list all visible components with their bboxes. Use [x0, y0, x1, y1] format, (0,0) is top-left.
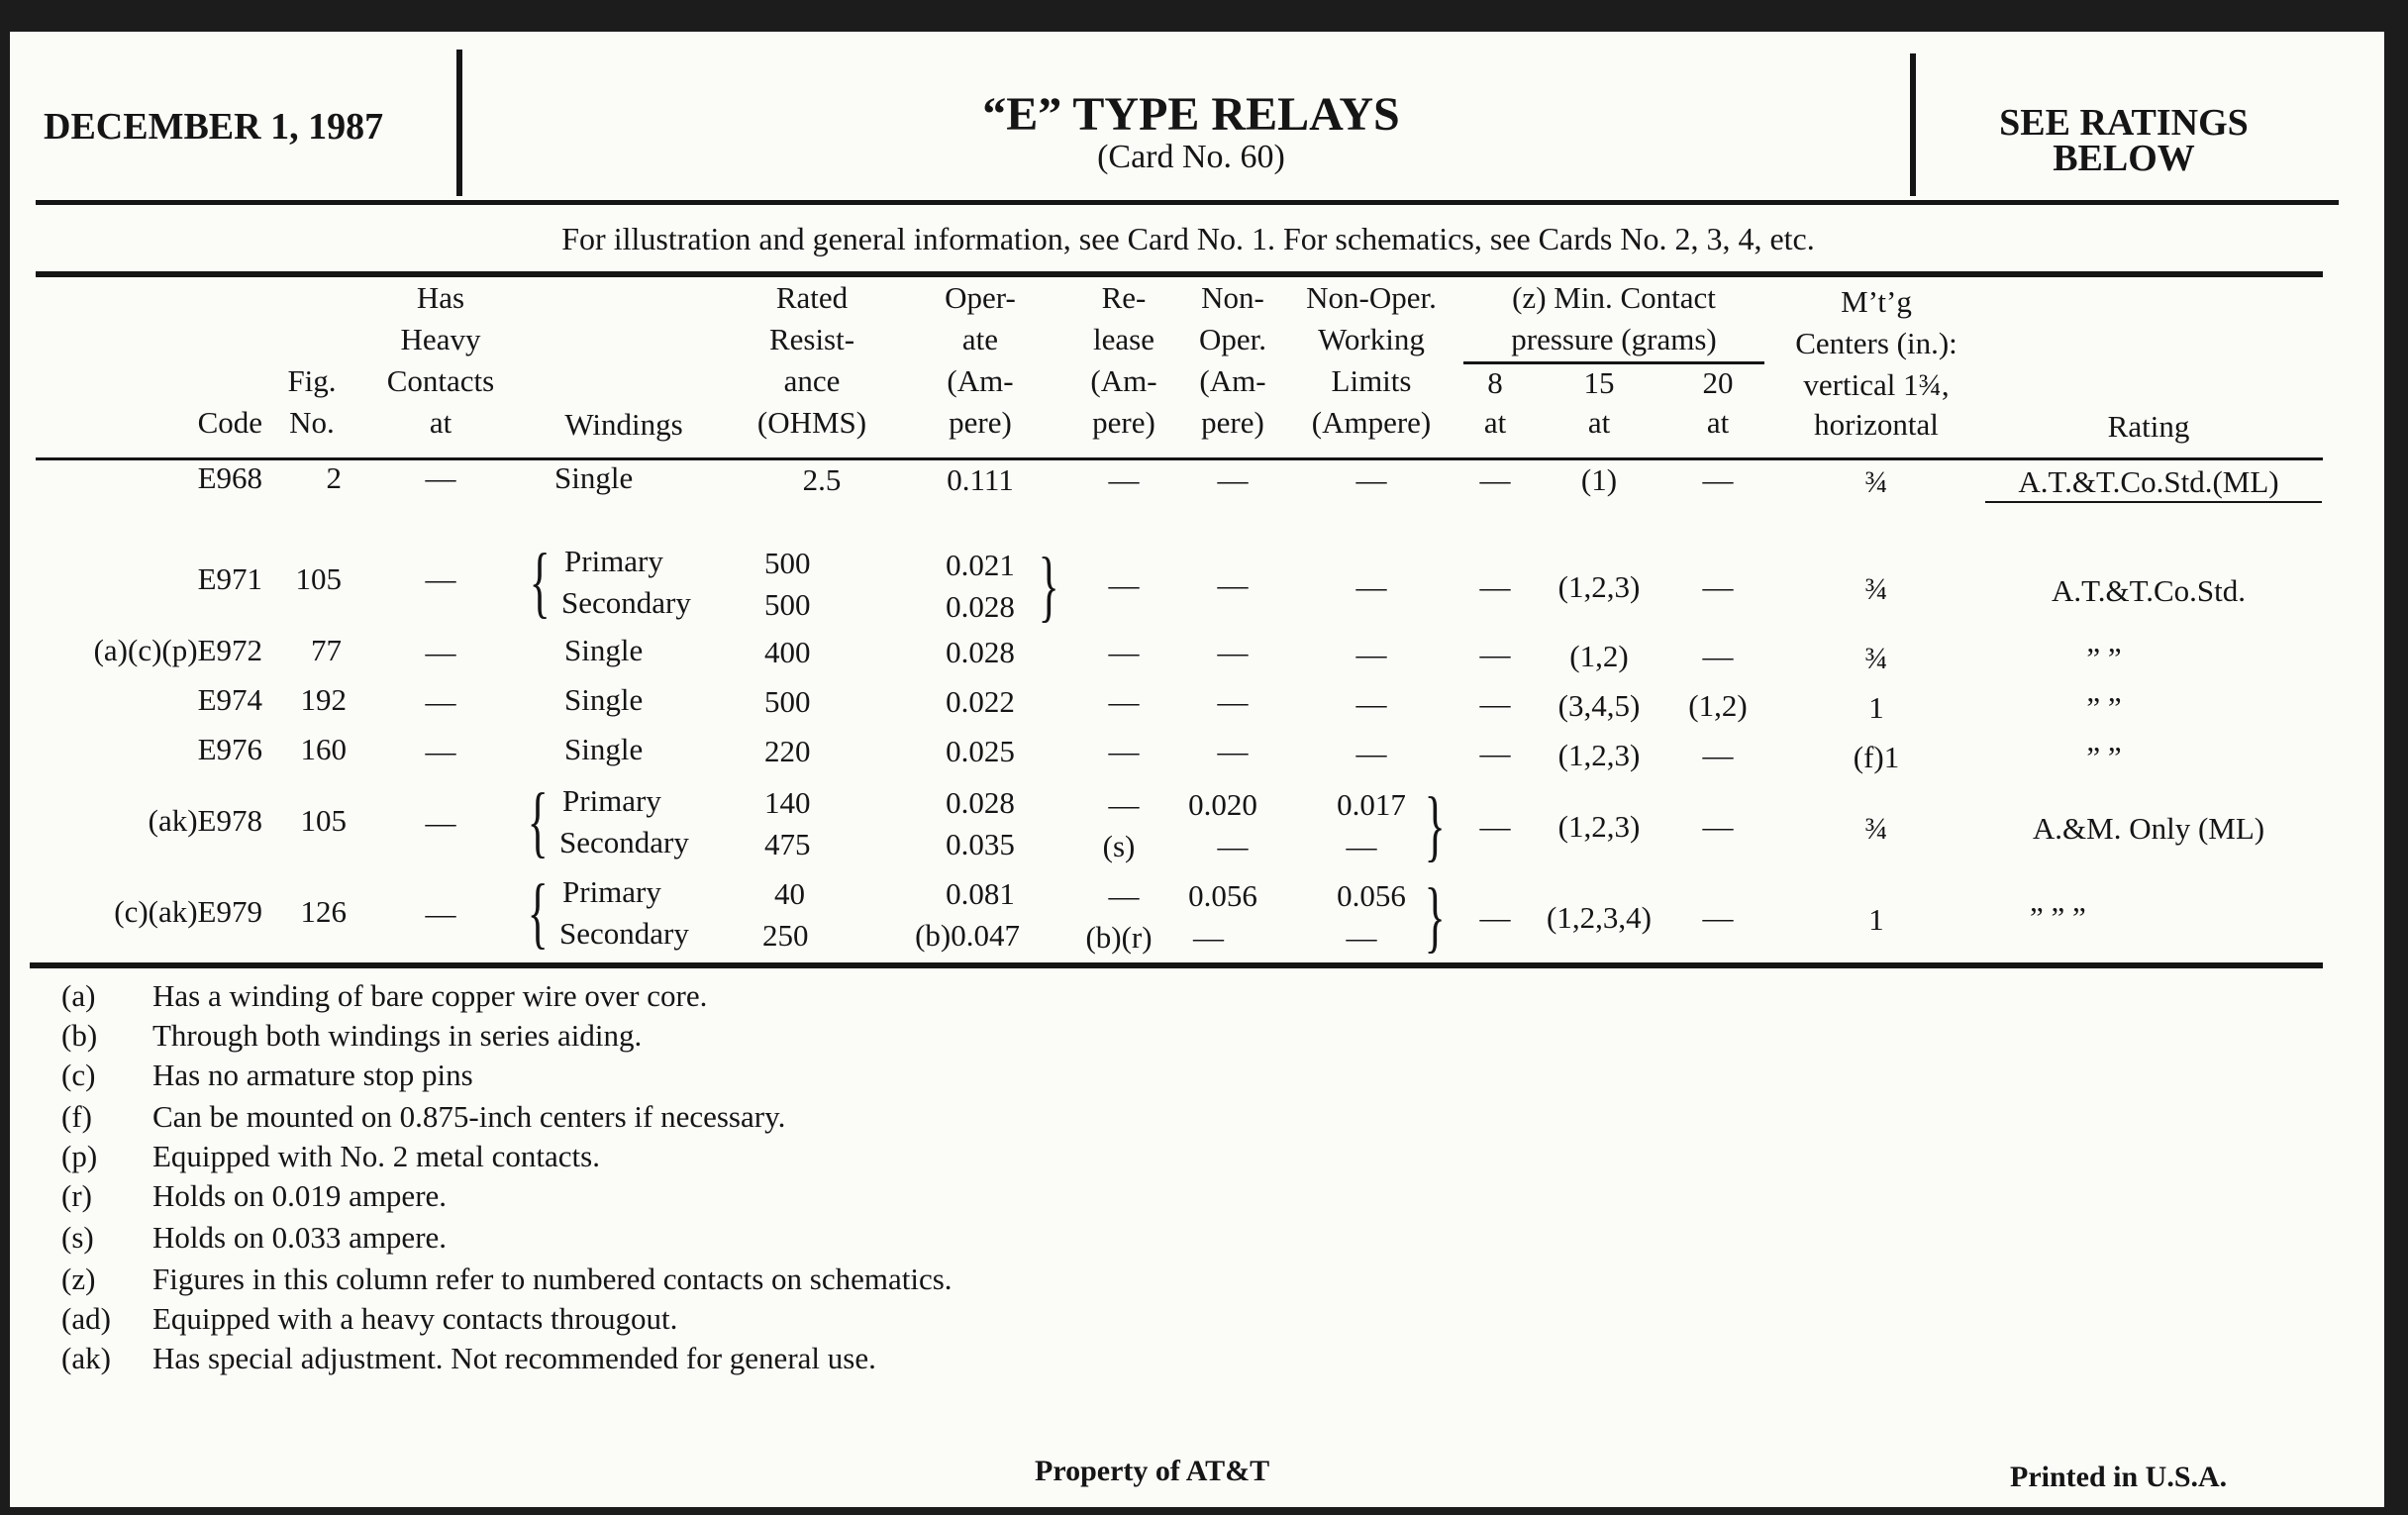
cell-c15: (1)	[1580, 462, 1618, 497]
cell-nonoper-primary: 0.056	[1188, 878, 1257, 913]
property-note: Property of AT&T	[1035, 1455, 1270, 1487]
col-heavy-2: Heavy	[400, 322, 481, 356]
cell-release: —	[1108, 462, 1140, 497]
winding-brace: {	[527, 869, 549, 957]
col-windings: Windings	[564, 407, 683, 442]
cell-c8: —	[1479, 900, 1511, 935]
cell-release-secondary: (b)(r)	[1085, 920, 1153, 955]
col-contact-group-1: (z) Min. Contact	[1512, 280, 1716, 315]
footnote-key: (ak)	[61, 1341, 111, 1375]
winding-brace: {	[527, 778, 549, 865]
cell-release: —	[1108, 684, 1140, 719]
info-line: For illustration and general information, see Card No. 1. For schematics, see Cards No. 2, 3, 4, etc.	[561, 221, 1815, 256]
cell-nonoper: —	[1217, 567, 1249, 602]
footnote-text: Figures in this column refer to numbered contacts on schematics.	[152, 1262, 953, 1296]
footnote	[61, 1339, 876, 1378]
cell-nonoper: —	[1217, 734, 1249, 768]
col-resist-4: (OHMS)	[756, 405, 867, 440]
footnote	[61, 1218, 447, 1258]
cell-rating: ” ”	[2086, 690, 2122, 725]
cell-working: —	[1355, 462, 1387, 497]
col-nonoper-1: Non-	[1201, 280, 1264, 315]
cell-resist: 400	[764, 635, 811, 669]
cell-c15: (1,2,3)	[1557, 809, 1641, 844]
col-c8-2: at	[1483, 405, 1507, 440]
col-nonoper-2: Oper.	[1198, 322, 1266, 356]
col-resist-2: Resist-	[768, 322, 855, 356]
cell-heavy: —	[425, 460, 456, 495]
working-brace: }	[1424, 782, 1446, 869]
cell-operate: 0.022	[946, 684, 1015, 719]
cell-operate-primary: 0.081	[946, 876, 1015, 911]
col-mtg-2: Centers (in.):	[1795, 326, 1957, 360]
cell-c20: —	[1702, 639, 1734, 673]
cell-code: E968	[197, 460, 262, 495]
cell-operate-secondary: (b)0.047	[915, 918, 1020, 953]
footnote-key: (f)	[61, 1099, 92, 1134]
col-c20-2: at	[1706, 405, 1730, 440]
footnote-key: (a)	[61, 978, 96, 1013]
cell-resist: 220	[764, 734, 811, 768]
col-release-2: lease	[1093, 322, 1154, 356]
cell-working: —	[1355, 569, 1387, 604]
col-working-1: Non-Oper.	[1306, 280, 1437, 315]
cell-release-primary: —	[1108, 878, 1140, 913]
cell-nonoper: —	[1217, 635, 1249, 669]
cell-working-primary: 0.056	[1337, 878, 1406, 913]
footnote	[61, 1097, 785, 1137]
col-operate-3: (Am-	[947, 363, 1014, 398]
cell-rating: A.T.&T.Co.Std.	[2051, 573, 2247, 608]
cell-nonoper-secondary: —	[1193, 920, 1224, 955]
cell-release-primary: —	[1108, 787, 1140, 822]
col-nonoper-4: pere)	[1201, 405, 1264, 440]
col-heavy-1: Has	[416, 280, 465, 315]
col-code: Code	[197, 405, 262, 440]
cell-working: —	[1355, 637, 1387, 671]
cell-c8: —	[1479, 637, 1511, 671]
cell-fig: 77	[311, 633, 342, 667]
cell-rating: A.T.&T.Co.Std.(ML)	[2018, 464, 2279, 499]
footnote-key: (c)	[61, 1058, 96, 1092]
col-operate-1: Oper-	[945, 280, 1016, 315]
cell-resist-secondary: 500	[764, 587, 811, 622]
cell-c20: —	[1702, 900, 1734, 935]
cell-c15: (1,2,3)	[1557, 738, 1641, 772]
col-c15-1: 15	[1583, 365, 1615, 400]
cell-rating: ” ”	[2086, 641, 2122, 675]
footnote-key: (r)	[61, 1178, 92, 1213]
card-title: “E” TYPE RELAYS	[982, 88, 1400, 141]
card-number: (Card No. 60)	[1097, 139, 1285, 175]
rating-rule	[1985, 501, 2322, 503]
cell-release: —	[1108, 635, 1140, 669]
footnote-key: (b)	[61, 1018, 98, 1053]
cell-fig: 2	[326, 460, 342, 495]
cell-resist-primary: 40	[774, 876, 805, 911]
cell-nonoper-primary: 0.020	[1188, 787, 1257, 822]
cell-heavy: —	[425, 684, 456, 719]
cell-c20: —	[1702, 569, 1734, 604]
footnote-text: Equipped with a heavy contacts througout.	[152, 1301, 678, 1336]
footnote	[61, 1260, 953, 1299]
cell-c20: (1,2)	[1688, 688, 1748, 723]
col-rating: Rating	[2107, 409, 2190, 444]
cell-resist-secondary: 250	[762, 918, 809, 953]
card-date: DECEMBER 1, 1987	[44, 106, 384, 148]
footnote	[61, 976, 707, 1016]
cell-mtg: 1	[1868, 690, 1884, 725]
footnote	[61, 1056, 473, 1095]
col-heavy-4: at	[429, 405, 452, 440]
ratings-note-1: SEE RATINGS	[1999, 102, 2249, 144]
cell-resist-primary: 140	[764, 785, 811, 820]
cell-heavy: —	[425, 805, 456, 840]
cell-operate-primary: 0.028	[946, 785, 1015, 820]
cell-c20: —	[1702, 462, 1734, 497]
cell-mtg: ¾	[1864, 571, 1888, 606]
cell-release: —	[1108, 567, 1140, 602]
cell-code: (a)(c)(p)E972	[93, 633, 262, 667]
cell-fig: 192	[300, 682, 347, 717]
cell-c8: —	[1479, 736, 1511, 770]
col-mtg-1: M’t’g	[1841, 284, 1912, 319]
col-c20-1: 20	[1702, 365, 1734, 400]
cell-operate: 0.028	[946, 635, 1015, 669]
footnote-text: Has no armature stop pins	[152, 1058, 473, 1092]
col-working-3: Limits	[1331, 363, 1412, 398]
cell-heavy: —	[425, 896, 456, 931]
cell-c15: (1,2,3,4)	[1547, 900, 1652, 935]
footnote-key: (z)	[61, 1262, 96, 1296]
operate-brace: }	[1038, 543, 1059, 630]
cell-mtg: ¾	[1864, 811, 1888, 846]
col-release-1: Re-	[1101, 280, 1147, 315]
cell-winding-secondary: Secondary	[559, 916, 689, 951]
cell-working-secondary: —	[1346, 920, 1377, 955]
cell-winding: Single	[564, 732, 644, 766]
cell-operate-secondary: 0.035	[946, 827, 1015, 861]
cell-operate: 0.025	[946, 734, 1015, 768]
footnote-text: Equipped with No. 2 metal contacts.	[152, 1139, 600, 1173]
cell-working-secondary: —	[1346, 829, 1377, 863]
cell-code: E974	[197, 682, 262, 717]
cell-c15: (3,4,5)	[1557, 688, 1641, 723]
footnote-text: Holds on 0.019 ampere.	[152, 1178, 448, 1213]
cell-code: (c)(ak)E979	[114, 894, 262, 929]
col-fig-2: No.	[289, 405, 335, 440]
cell-working: —	[1355, 736, 1387, 770]
cell-rating: ” ”	[2086, 740, 2122, 774]
footnote	[61, 1137, 600, 1176]
cell-heavy: —	[425, 734, 456, 768]
cell-winding: Single	[564, 682, 644, 717]
cell-release-secondary: (s)	[1102, 829, 1136, 863]
cell-operate-secondary: 0.028	[946, 589, 1015, 624]
footnote-text: Has a winding of bare copper wire over core.	[152, 978, 708, 1013]
cell-operate-primary: 0.021	[946, 548, 1015, 582]
cell-code: (ak)E978	[148, 803, 262, 838]
cell-resist: 500	[764, 684, 811, 719]
cell-nonoper-secondary: —	[1217, 829, 1249, 863]
footnote-text: Holds on 0.033 ampere.	[152, 1220, 448, 1255]
cell-mtg: 1	[1868, 902, 1884, 937]
cell-c15: (1,2,3)	[1557, 569, 1641, 604]
cell-winding-secondary: Secondary	[561, 585, 691, 620]
footnote-text: Through both windings in series aiding.	[152, 1018, 643, 1053]
ratings-note-2: BELOW	[2053, 138, 2195, 179]
col-release-3: (Am-	[1090, 363, 1157, 398]
footnote-key: (ad)	[61, 1301, 111, 1336]
col-contact-group-2: pressure (grams)	[1511, 322, 1717, 356]
winding-brace: {	[529, 539, 551, 626]
cell-winding-secondary: Secondary	[559, 825, 689, 859]
cell-rating: A.&M. Only (ML)	[2032, 811, 2265, 846]
cell-winding: Single	[554, 460, 634, 495]
cell-working-primary: 0.017	[1337, 787, 1406, 822]
footnote	[61, 1176, 447, 1216]
cell-winding-primary: Primary	[562, 874, 661, 909]
table-bottom-rule	[30, 962, 2323, 968]
col-resist-1: Rated	[775, 280, 849, 315]
col-nonoper-3: (Am-	[1199, 363, 1266, 398]
cell-nonoper: —	[1217, 684, 1249, 719]
cell-c20: —	[1702, 809, 1734, 844]
cell-c8: —	[1479, 569, 1511, 604]
cell-rating: ” ” ”	[2030, 900, 2086, 935]
cell-fig: 126	[300, 894, 347, 929]
col-working-4: (Ampere)	[1311, 405, 1432, 440]
col-working-2: Working	[1318, 322, 1425, 356]
cell-nonoper: —	[1217, 462, 1249, 497]
cell-heavy: —	[425, 635, 456, 669]
cell-mtg: ¾	[1864, 464, 1888, 499]
cell-resist-secondary: 475	[764, 827, 811, 861]
footnote-text: Has special adjustment. Not recommended for general use.	[152, 1341, 876, 1375]
cell-mtg: (f)1	[1853, 740, 1900, 774]
cell-working: —	[1355, 686, 1387, 721]
col-mtg-3: vertical 1¾,	[1803, 367, 1950, 402]
cell-fig: 105	[300, 803, 347, 838]
col-c8-1: 8	[1487, 365, 1503, 400]
cell-code: E976	[197, 732, 262, 766]
col-operate-4: pere)	[949, 405, 1012, 440]
cell-c20: —	[1702, 738, 1734, 772]
cell-c15: (1,2)	[1569, 639, 1629, 673]
col-operate-2: ate	[961, 322, 999, 356]
working-brace: }	[1424, 873, 1446, 960]
cell-release: —	[1108, 734, 1140, 768]
col-heavy-3: Contacts	[386, 363, 495, 398]
cell-winding: Single	[564, 633, 644, 667]
printed-note: Printed in U.S.A.	[2010, 1461, 2228, 1493]
col-mtg-4: horizontal	[1814, 407, 1939, 442]
cell-operate: 0.111	[947, 462, 1014, 497]
footnote-text: Can be mounted on 0.875-inch centers if necessary.	[152, 1099, 786, 1134]
cell-resist: 2.5	[802, 462, 842, 497]
relay-card	[10, 32, 2384, 1507]
header-rule	[36, 200, 2339, 205]
cell-heavy: —	[425, 561, 456, 596]
cell-fig: 160	[300, 732, 347, 766]
col-resist-3: ance	[783, 363, 841, 398]
cell-c8: —	[1479, 809, 1511, 844]
footnote	[61, 1016, 642, 1056]
cell-c8: —	[1479, 686, 1511, 721]
cell-mtg: ¾	[1864, 641, 1888, 675]
table-top-rule	[36, 271, 2323, 277]
cell-c8: —	[1479, 462, 1511, 497]
footnote-key: (s)	[61, 1220, 94, 1255]
col-release-4: pere)	[1092, 405, 1155, 440]
footnote	[61, 1299, 677, 1339]
cell-resist-primary: 500	[764, 546, 811, 580]
cell-code: E971	[197, 561, 262, 596]
footnote-key: (p)	[61, 1139, 98, 1173]
col-c15-2: at	[1587, 405, 1611, 440]
cell-winding-primary: Primary	[562, 783, 661, 818]
cell-fig: 105	[295, 561, 342, 596]
cell-winding-primary: Primary	[564, 544, 663, 578]
col-fig-1: Fig.	[287, 363, 337, 398]
